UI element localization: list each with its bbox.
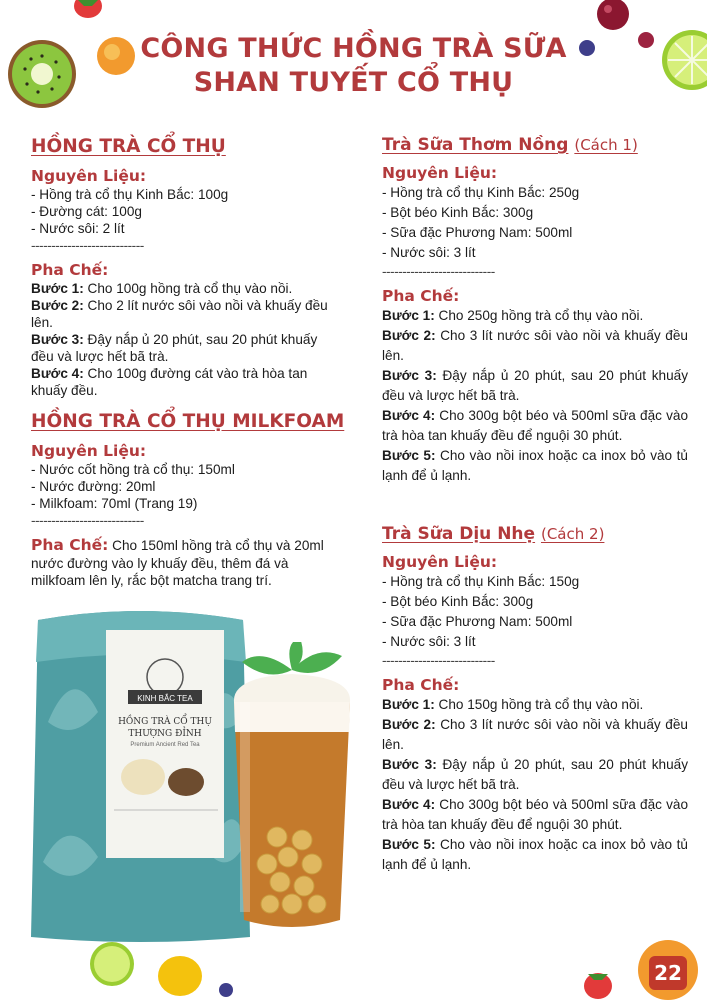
- method-label: Pha Chế:: [382, 676, 460, 694]
- page-title-line-1: CÔNG THỨC HỒNG TRÀ SỮA: [140, 33, 567, 64]
- ingredient-item: - Hồng trà cổ thụ Kinh Bắc: 250g: [382, 185, 580, 200]
- ingredient-item: - Sữa đặc Phương Nam: 500ml: [382, 225, 573, 240]
- ingredients-label: Nguyên Liệu:: [382, 164, 498, 182]
- ingredient-item: - Bột béo Kinh Bắc: 300g: [382, 594, 534, 609]
- ingredients-label: Nguyên Liệu:: [31, 442, 147, 460]
- ingredient-item: - Sữa đặc Phương Nam: 500ml: [382, 614, 573, 629]
- ingredient-item: - Đường cát: 100g: [31, 204, 142, 219]
- ingredient-item: - Nước cốt hồng trà cổ thụ: 150ml: [31, 462, 235, 477]
- ingredient-item: - Nước sôi: 3 lít: [382, 634, 476, 649]
- method-step: Bước 4: Cho 100g đường cát vào trà hòa tan khuấy đều.: [31, 366, 308, 398]
- strawberry-icon: [584, 973, 612, 999]
- cherry-icon: [597, 0, 629, 30]
- method-step: Bước 1: Cho 100g hồng trà cổ thụ vào nồi.: [31, 281, 293, 296]
- method-step: Bước 3: Đậy nắp ủ 20 phút, sau 20 phút khuấy đều và lược hết bã trà.: [382, 757, 689, 792]
- left-column: [31, 134, 345, 589]
- method-step: Bước 1: Cho 150g hồng trà cổ thụ vào nồi.: [382, 697, 644, 712]
- milk-tea-glass-illustration: [222, 642, 362, 942]
- ingredients-label: Nguyên Liệu:: [382, 553, 498, 571]
- method-step: Bước 1: Cho 250g hồng trà cổ thụ vào nồi.: [382, 308, 644, 323]
- ingredient-item: - Hồng trà cổ thụ Kinh Bắc: 100g: [31, 187, 229, 202]
- right-column: [382, 133, 688, 875]
- fruit-decoration-bottom: [0, 930, 707, 1000]
- method-paragraph: Pha Chế: Cho 150ml hồng trà cổ thụ và 20ml nước đường vào ly khuấy đều, thêm đá và milkfoam lên ly, rắc bột matcha trang trí.: [31, 536, 324, 588]
- package-name-line-2: THƯỢNG ĐỈNH: [128, 729, 202, 739]
- ingredient-item: - Milkfoam: 70ml (Trang 19): [31, 496, 198, 511]
- recipe-heading: HỒNG TRÀ CỔ THỤ: [31, 136, 226, 157]
- package-name-line-1: HỒNG TRÀ CỔ THỤ: [118, 717, 212, 727]
- package-name-en: Premium Ancient Red Tea: [130, 742, 200, 748]
- recipe-tra-sua-thom-nong: [382, 133, 688, 486]
- recipe-tra-sua-diu-nhe: [382, 522, 688, 875]
- lime-icon: [90, 942, 134, 986]
- ingredient-item: - Bột béo Kinh Bắc: 300g: [382, 205, 534, 220]
- ingredient-item: - Nước sôi: 3 lít: [382, 245, 476, 260]
- method-step: Bước 2: Cho 3 lít nước sôi vào nồi và khuấy đều lên.: [382, 328, 688, 363]
- ingredient-item: - Hồng trà cổ thụ Kinh Bắc: 150g: [382, 574, 580, 589]
- page-title-line-2: SHAN TUYẾT CỔ THỤ: [193, 67, 514, 98]
- lemon-icon: [158, 956, 202, 996]
- blueberry-icon: [219, 983, 233, 997]
- method-step: Bước 5: Cho vào nồi inox hoặc ca inox bỏ vào tủ lạnh để ủ lạnh.: [382, 837, 688, 872]
- method-label: Pha Chế:: [382, 287, 460, 305]
- ingredient-item: - Nước đường: 20ml: [31, 479, 156, 494]
- separator: ----------------------------: [382, 653, 495, 668]
- ingredient-item: - Nước sôi: 2 lít: [31, 221, 125, 236]
- recipe-hong-tra-milkfoam: [31, 409, 345, 589]
- package-brand: KINH BẮC TEA: [137, 694, 193, 703]
- page-number-badge: 22: [649, 956, 687, 990]
- page-title: [0, 32, 707, 100]
- method-label: Pha Chế:: [31, 261, 109, 279]
- recipe-hong-tra-co-thu: [31, 134, 341, 399]
- ingredients-label: Nguyên Liệu:: [31, 167, 147, 185]
- strawberry-icon: [74, 0, 102, 18]
- tea-package-illustration: [28, 602, 253, 947]
- separator: ----------------------------: [382, 264, 495, 279]
- method-step: Bước 5: Cho vào nồi inox hoặc ca inox bỏ vào tủ lạnh để ủ lạnh.: [382, 448, 688, 483]
- recipe-heading: Trà Sữa Dịu Nhẹ (Cách 2): [382, 524, 605, 544]
- method-step: Bước 2: Cho 2 lít nước sôi vào nồi và khuấy đều lên.: [31, 298, 328, 330]
- method-step: Bước 2: Cho 3 lít nước sôi vào nồi và khuấy đều lên.: [382, 717, 688, 752]
- method-step: Bước 4: Cho 300g bột béo và 500ml sữa đặc vào trà hòa tan khuấy đều để nguội 30 phút.: [382, 797, 689, 832]
- recipe-heading: Trà Sữa Thơm Nồng (Cách 1): [382, 135, 638, 155]
- method-step: Bước 3: Đậy nắp ủ 20 phút, sau 20 phút khuấy đều và lược hết bã trà.: [382, 368, 689, 403]
- mint-leaf-icon: [242, 642, 342, 675]
- recipe-heading: HỒNG TRÀ CỔ THỤ MILKFOAM: [31, 411, 345, 432]
- separator: ----------------------------: [31, 513, 144, 528]
- method-step: Bước 4: Cho 300g bột béo và 500ml sữa đặc vào trà hòa tan khuấy đều để nguội 30 phút.: [382, 408, 689, 443]
- method-step: Bước 3: Đậy nắp ủ 20 phút, sau 20 phút khuấy đều và lược hết bã trà.: [31, 332, 318, 364]
- separator: ----------------------------: [31, 238, 144, 253]
